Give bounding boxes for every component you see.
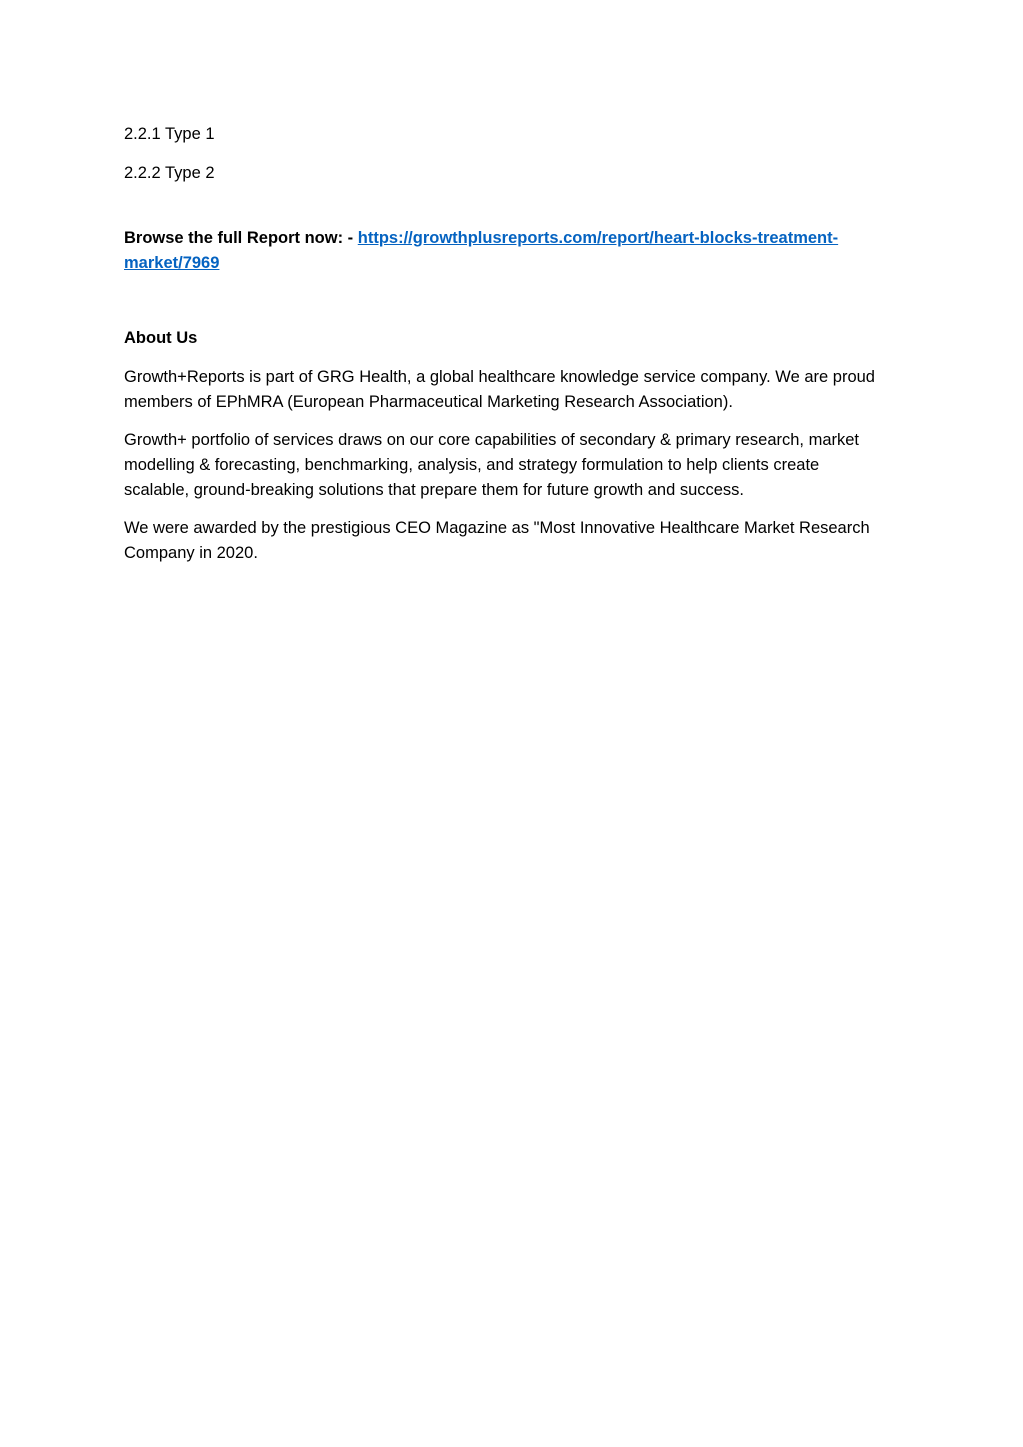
browse-report-label: Browse the full Report now: -	[124, 229, 358, 247]
about-paragraph-services: Growth+ portfolio of services draws on our core capabilities of secondary & primary research, market modelling & forecasting, benchmarking, analysis, and strategy formulation to help clients create scalable, ground-breaking solutions that prepare them for future growth and success.	[124, 431, 860, 499]
report-link[interactable]: https://growthplusreports.com/report/heart-blocks-treatment-market/7969	[124, 229, 839, 272]
toc-item-type-2: 2.2.2 Type 2	[124, 164, 215, 182]
about-paragraph-award: We were awarded by the prestigious CEO Magazine as "Most Innovative Healthcare Market Research Company in 2020.	[124, 519, 870, 562]
browse-report-line	[124, 226, 884, 276]
document-body	[124, 122, 884, 579]
about-paragraph-company: Growth+Reports is part of GRG Health, a global healthcare knowledge service company. We are proud members of EPhMRA (European Pharmaceutical Marketing Research Association).	[124, 368, 875, 411]
toc-item-type-1: 2.2.1 Type 1	[124, 125, 215, 143]
about-us-heading: About Us	[124, 329, 198, 347]
